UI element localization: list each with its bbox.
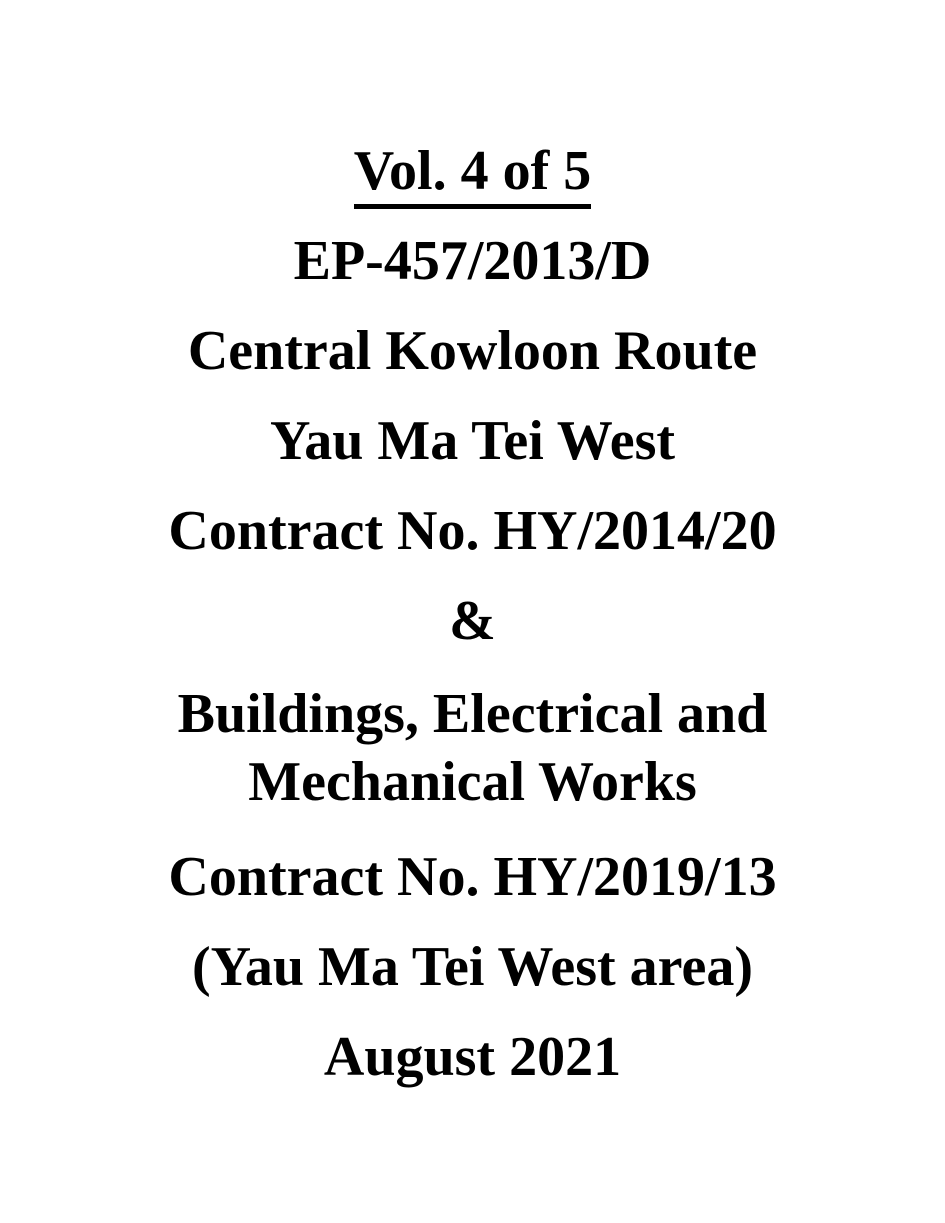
document-date: August 2021	[323, 1026, 622, 1088]
environmental-permit-number: EP-457/2013/D	[293, 230, 652, 292]
works-title: Buildings, Electrical and Mechanical Works	[177, 683, 768, 813]
project-area: Yau Ma Tei West	[269, 410, 676, 472]
contract-number-2: Contract No. HY/2019/13	[168, 846, 777, 908]
volume-text: Vol. 4 of 5	[354, 140, 592, 209]
area-note: (Yau Ma Tei West area)	[191, 936, 754, 998]
project-title: Central Kowloon Route	[187, 320, 758, 382]
volume-line	[0, 126, 945, 216]
ampersand: &	[449, 590, 496, 652]
contract-number-1: Contract No. HY/2014/20	[168, 500, 777, 562]
